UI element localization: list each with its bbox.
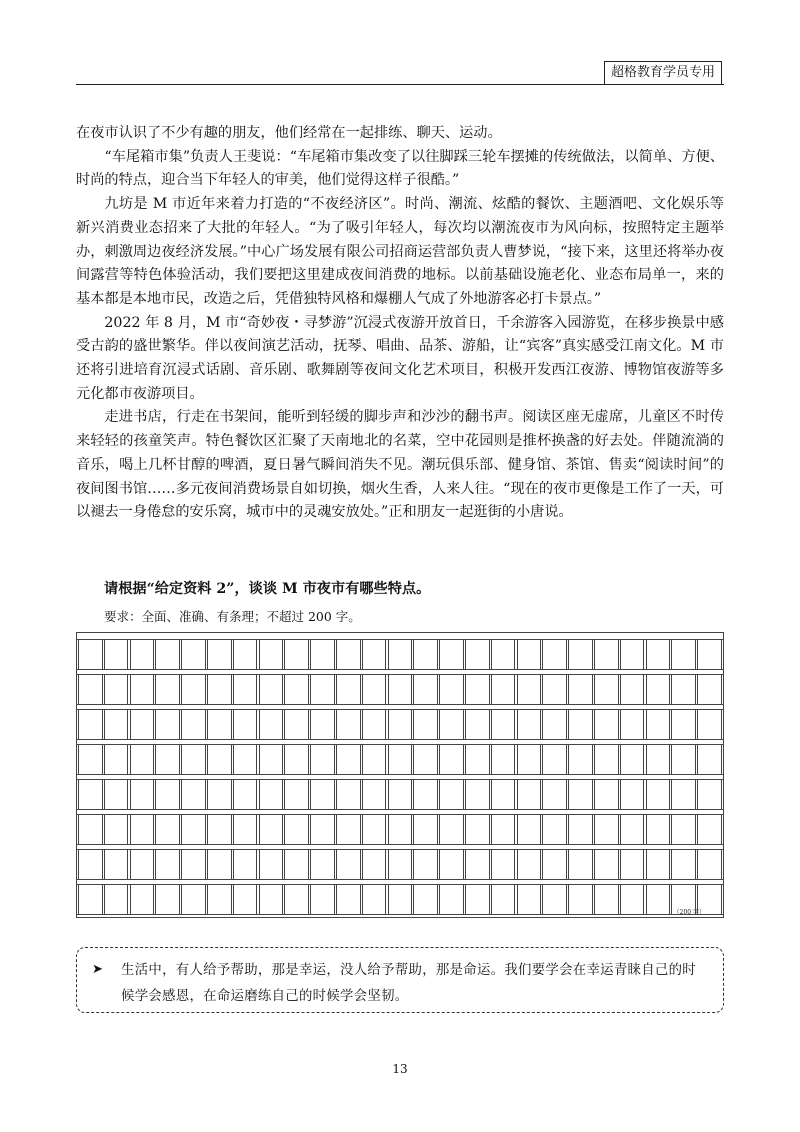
grid-cell[interactable] xyxy=(362,675,387,704)
grid-cell[interactable] xyxy=(284,815,309,844)
material-paragraph: 九坊是 M 市近年来着力打造的“不夜经济区”。时尚、潮流、炫酷的餐饮、主题酒吧、文化娱乐等新兴消费业态招来了大批的年轻人。“为了吸引年轻人，每次均以潮流夜市为风向标，按照特定主题举办，刺激周边夜经济发展。”中心广场发展有限公司招商运营部负责人曹梦说，“接下来，这里还将举办夜间露营等特色体验活动，我们要把这里建成夜间消费的地标。以前基础设施老化、业态布局单一，来的基本都是本地市民，改造之后，凭借独特风格和爆棚人气成了外地游客必打卡景点。” xyxy=(76,196,724,307)
grid-cell[interactable] xyxy=(155,850,180,879)
grid-cell[interactable] xyxy=(439,640,464,669)
grid-cell[interactable] xyxy=(362,885,387,914)
grid-cell[interactable] xyxy=(594,675,619,704)
grid-cell[interactable] xyxy=(362,640,387,669)
grid-cell[interactable] xyxy=(284,745,309,774)
grid-cell[interactable] xyxy=(491,780,516,809)
grid-cell[interactable] xyxy=(310,815,335,844)
grid-cell[interactable] xyxy=(620,850,645,879)
grid-cell[interactable] xyxy=(568,710,593,739)
grid-cell[interactable] xyxy=(697,640,722,669)
grid-cell[interactable] xyxy=(594,745,619,774)
grid-cell[interactable] xyxy=(413,745,438,774)
grid-cell[interactable] xyxy=(362,710,387,739)
grid-cell[interactable] xyxy=(259,710,284,739)
grid-cell[interactable] xyxy=(78,640,103,669)
grid-cell[interactable] xyxy=(413,850,438,879)
grid-cell[interactable] xyxy=(233,850,258,879)
grid-cell[interactable] xyxy=(104,640,129,669)
grid-cell[interactable] xyxy=(542,850,567,879)
grid-cell[interactable] xyxy=(542,675,567,704)
grid-cell[interactable] xyxy=(671,780,696,809)
grid-cell[interactable] xyxy=(207,815,232,844)
grid-cell[interactable] xyxy=(671,850,696,879)
grid-row xyxy=(77,709,723,740)
grid-cell[interactable] xyxy=(491,640,516,669)
grid-cell[interactable] xyxy=(259,640,284,669)
grid-cell[interactable] xyxy=(517,885,542,914)
grid-cell[interactable] xyxy=(104,675,129,704)
page-number: 13 xyxy=(392,1062,408,1076)
grid-cell[interactable] xyxy=(388,850,413,879)
grid-cell[interactable] xyxy=(542,780,567,809)
grid-cell[interactable] xyxy=(259,815,284,844)
grid-cell[interactable] xyxy=(78,850,103,879)
grid-cell[interactable] xyxy=(181,745,206,774)
grid-cell[interactable] xyxy=(697,850,722,879)
grid-cell[interactable] xyxy=(233,675,258,704)
grid-cell[interactable] xyxy=(465,850,490,879)
grid-cell[interactable] xyxy=(646,745,671,774)
grid-cell[interactable] xyxy=(130,640,155,669)
grid-cell[interactable] xyxy=(207,850,232,879)
grid-cell[interactable] xyxy=(362,780,387,809)
grid-cell[interactable] xyxy=(181,780,206,809)
question-requirement: 要求：全面、准确、有条理；不超过 200 字。 xyxy=(104,609,361,624)
grid-cell[interactable] xyxy=(646,885,671,914)
grid-cell[interactable] xyxy=(620,780,645,809)
grid-row xyxy=(77,779,723,810)
grid-cell[interactable] xyxy=(517,640,542,669)
grid-cell[interactable] xyxy=(413,815,438,844)
grid-cell[interactable] xyxy=(181,710,206,739)
grid-cell[interactable] xyxy=(284,675,309,704)
grid-cell[interactable] xyxy=(671,745,696,774)
grid-cell[interactable] xyxy=(491,815,516,844)
grid-cell[interactable] xyxy=(310,710,335,739)
grid-row xyxy=(77,639,723,670)
grid-cell[interactable] xyxy=(388,710,413,739)
grid-cell[interactable] xyxy=(517,815,542,844)
grid-cell[interactable] xyxy=(517,780,542,809)
grid-cell[interactable] xyxy=(155,710,180,739)
grid-cell[interactable] xyxy=(439,710,464,739)
grid-cell[interactable] xyxy=(310,780,335,809)
grid-cell[interactable] xyxy=(465,675,490,704)
grid-cell[interactable] xyxy=(310,675,335,704)
grid-cell[interactable] xyxy=(620,815,645,844)
question-prompt: 请根据“给定资料 2”，谈谈 M 市夜市有哪些特点。 xyxy=(104,581,431,597)
grid-cell[interactable] xyxy=(310,745,335,774)
grid-cell[interactable] xyxy=(388,745,413,774)
grid-cell[interactable] xyxy=(310,850,335,879)
grid-cell[interactable] xyxy=(284,710,309,739)
grid-cell[interactable] xyxy=(620,745,645,774)
grid-cell[interactable] xyxy=(439,745,464,774)
material-paragraph: 2022 年 8 月，M 市“奇妙夜・寻梦游”沉浸式夜游开放首日，千余游客入园游览，在移步换景中感受古韵的盛世繁华。伴以夜间演艺活动，抚琴、唱曲、品茶、游船，让“宾客”真实感受江南文化。M 市还将引进培育沉浸式话剧、音乐剧、歌舞剧等夜间文化艺术项目，积极开发西江夜游、博物馆夜游等多元化都市夜游项目。 xyxy=(76,314,724,402)
grid-cell[interactable] xyxy=(336,745,361,774)
tip-text: 生活中，有人给予帮助，那是幸运，没人给予帮助，那是命运。我们要学会在幸运青睐自己的时候学会感恩，在命运磨练自己的时候学会坚韧。 xyxy=(121,963,697,1004)
grid-cell[interactable] xyxy=(594,640,619,669)
grid-cell[interactable] xyxy=(568,815,593,844)
grid-cell[interactable] xyxy=(568,640,593,669)
grid-cell[interactable] xyxy=(542,640,567,669)
grid-cell[interactable] xyxy=(362,745,387,774)
grid-cell[interactable] xyxy=(130,675,155,704)
grid-cell[interactable] xyxy=(336,815,361,844)
material-paragraph: “车尾箱市集”负责人王斐说：“车尾箱市集改变了以往脚踩三轮车摆摊的传统做法，以简单、方便、时尚的特点，迎合当下年轻人的审美，他们觉得这样子很酷。” xyxy=(76,148,724,189)
grid-cell[interactable] xyxy=(594,885,619,914)
grid-cell[interactable] xyxy=(78,885,103,914)
grid-cell[interactable] xyxy=(594,815,619,844)
grid-cell[interactable] xyxy=(697,745,722,774)
grid-cell[interactable] xyxy=(568,675,593,704)
grid-cell[interactable] xyxy=(465,745,490,774)
grid-cell[interactable] xyxy=(697,780,722,809)
grid-cell[interactable] xyxy=(336,780,361,809)
grid-cell[interactable] xyxy=(233,710,258,739)
tip-box xyxy=(76,947,724,1013)
grid-row xyxy=(77,884,723,915)
grid-cell[interactable] xyxy=(388,675,413,704)
grid-cell[interactable] xyxy=(542,885,567,914)
grid-cell[interactable] xyxy=(542,745,567,774)
grid-cell[interactable] xyxy=(465,640,490,669)
grid-cell[interactable] xyxy=(207,710,232,739)
grid-cell[interactable] xyxy=(78,745,103,774)
grid-cell[interactable] xyxy=(233,815,258,844)
grid-cell[interactable] xyxy=(465,885,490,914)
grid-cell[interactable] xyxy=(233,640,258,669)
grid-cell[interactable] xyxy=(130,815,155,844)
grid-cell[interactable] xyxy=(671,675,696,704)
grid-cell[interactable] xyxy=(155,675,180,704)
grid-cell[interactable] xyxy=(130,850,155,879)
grid-cell[interactable] xyxy=(362,815,387,844)
grid-cell[interactable] xyxy=(620,710,645,739)
grid-cell[interactable] xyxy=(413,640,438,669)
grid-cell[interactable] xyxy=(104,885,129,914)
grid-cell[interactable] xyxy=(646,710,671,739)
grid-cell[interactable] xyxy=(439,850,464,879)
grid-cell[interactable] xyxy=(181,850,206,879)
grid-cell[interactable] xyxy=(568,885,593,914)
grid-cell[interactable] xyxy=(207,885,232,914)
grid-cell[interactable] xyxy=(646,780,671,809)
grid-cell[interactable] xyxy=(155,885,180,914)
grid-cell[interactable] xyxy=(259,885,284,914)
grid-cell[interactable] xyxy=(439,780,464,809)
grid-cell[interactable] xyxy=(517,745,542,774)
material-paragraph: 在夜市认识了不少有趣的朋友，他们经常在一起排练、聊天、运动。 xyxy=(76,125,502,141)
grid-cell[interactable] xyxy=(155,815,180,844)
grid-cell[interactable] xyxy=(671,815,696,844)
grid-cell[interactable] xyxy=(181,885,206,914)
grid-cell[interactable] xyxy=(259,745,284,774)
grid-cell[interactable] xyxy=(181,815,206,844)
grid-cell[interactable] xyxy=(284,640,309,669)
grid-cell[interactable] xyxy=(130,885,155,914)
grid-cell[interactable] xyxy=(439,885,464,914)
grid-cell[interactable] xyxy=(233,885,258,914)
grid-cell[interactable] xyxy=(568,745,593,774)
grid-cell[interactable] xyxy=(104,710,129,739)
grid-cell[interactable] xyxy=(646,640,671,669)
grid-cell[interactable] xyxy=(568,850,593,879)
grid-row xyxy=(77,744,723,775)
grid-cell[interactable] xyxy=(620,885,645,914)
grid-cell[interactable] xyxy=(671,710,696,739)
grid-cell[interactable] xyxy=(465,815,490,844)
grid-cell[interactable] xyxy=(517,710,542,739)
grid-cell[interactable] xyxy=(413,780,438,809)
grid-cell[interactable] xyxy=(233,780,258,809)
grid-cell[interactable] xyxy=(233,745,258,774)
material-paragraph: 走进书店，行走在书架间，能听到轻缓的脚步声和沙沙的翻书声。阅读区座无虚席，儿童区不时传来轻轻的孩童笑声。特色餐饮区汇聚了天南地北的名菜，空中花园则是推杯换盏的好去处。伴随流淌的音乐，喝上几杯甘醇的啤酒，夏日暑气瞬间消失不见。潮玩俱乐部、健身馆、茶馆、售卖“阅读时间”的夜间图书馆……多元夜间消费场景自如切换，烟火生香，人来人往。“现在的夜市更像是工作了一天，可以褪去一身倦怠的安乐窝，城市中的灵魂安放处。”正和朋友一起逛街的小唐说。 xyxy=(76,409,724,521)
word-count-label: （200 字） xyxy=(673,909,705,916)
grid-cell[interactable] xyxy=(388,640,413,669)
header-tag: 超格教育学员专用 xyxy=(604,61,722,85)
grid-cell[interactable] xyxy=(671,640,696,669)
grid-cell[interactable] xyxy=(594,780,619,809)
grid-cell[interactable] xyxy=(439,815,464,844)
grid-cell[interactable] xyxy=(155,745,180,774)
grid-cell[interactable] xyxy=(388,780,413,809)
grid-cell[interactable] xyxy=(336,675,361,704)
grid-cell[interactable] xyxy=(130,780,155,809)
grid-cell[interactable] xyxy=(491,850,516,879)
grid-row xyxy=(77,849,723,880)
grid-cell[interactable] xyxy=(620,675,645,704)
grid-cell[interactable] xyxy=(388,815,413,844)
grid-cell[interactable] xyxy=(284,885,309,914)
grid-cell[interactable] xyxy=(491,710,516,739)
grid-cell[interactable] xyxy=(568,780,593,809)
grid-cell[interactable] xyxy=(104,745,129,774)
grid-cell[interactable] xyxy=(155,780,180,809)
answer-grid[interactable] xyxy=(76,632,724,918)
grid-cell[interactable] xyxy=(336,640,361,669)
grid-cell[interactable] xyxy=(413,885,438,914)
grid-cell[interactable] xyxy=(646,675,671,704)
grid-cell[interactable] xyxy=(362,850,387,879)
grid-cell[interactable] xyxy=(78,675,103,704)
grid-cell[interactable] xyxy=(104,815,129,844)
grid-cell[interactable] xyxy=(517,850,542,879)
grid-cell[interactable] xyxy=(646,815,671,844)
grid-cell[interactable] xyxy=(671,885,696,914)
grid-cell[interactable] xyxy=(78,815,103,844)
grid-cell[interactable] xyxy=(697,710,722,739)
grid-cell[interactable] xyxy=(336,885,361,914)
grid-cell[interactable] xyxy=(336,850,361,879)
grid-cell[interactable] xyxy=(517,675,542,704)
grid-cell[interactable] xyxy=(491,885,516,914)
grid-cell[interactable] xyxy=(207,675,232,704)
grid-cell[interactable] xyxy=(465,710,490,739)
header-rule xyxy=(76,84,724,85)
grid-cell[interactable] xyxy=(130,745,155,774)
grid-cell[interactable] xyxy=(284,850,309,879)
grid-cell[interactable] xyxy=(259,850,284,879)
grid-cell[interactable] xyxy=(697,815,722,844)
grid-cell[interactable] xyxy=(439,675,464,704)
grid-cell[interactable] xyxy=(697,675,722,704)
grid-cell[interactable] xyxy=(130,710,155,739)
grid-cell[interactable] xyxy=(646,850,671,879)
grid-cell[interactable] xyxy=(310,885,335,914)
grid-cell[interactable] xyxy=(465,780,490,809)
grid-cell[interactable] xyxy=(594,850,619,879)
grid-cell[interactable] xyxy=(104,850,129,879)
grid-cell[interactable] xyxy=(413,710,438,739)
grid-cell[interactable] xyxy=(336,710,361,739)
grid-cell[interactable] xyxy=(78,710,103,739)
grid-row xyxy=(77,674,723,705)
grid-cell[interactable] xyxy=(207,640,232,669)
grid-cell[interactable] xyxy=(104,780,129,809)
grid-cell[interactable] xyxy=(310,640,335,669)
grid-cell[interactable] xyxy=(78,780,103,809)
grid-cell[interactable] xyxy=(284,780,309,809)
grid-cell[interactable] xyxy=(259,780,284,809)
grid-cell[interactable] xyxy=(207,780,232,809)
grid-cell[interactable] xyxy=(594,710,619,739)
grid-cell[interactable] xyxy=(491,675,516,704)
grid-cell[interactable] xyxy=(697,885,722,914)
grid-cell[interactable] xyxy=(259,675,284,704)
grid-cell[interactable] xyxy=(542,815,567,844)
grid-cell[interactable] xyxy=(207,745,232,774)
grid-cell[interactable] xyxy=(181,640,206,669)
grid-cell[interactable] xyxy=(155,640,180,669)
material-text xyxy=(76,122,724,525)
grid-cell[interactable] xyxy=(491,745,516,774)
grid-cell[interactable] xyxy=(542,710,567,739)
grid-cell[interactable] xyxy=(388,885,413,914)
grid-cell[interactable] xyxy=(413,675,438,704)
arrow-bullet-icon: ➤ xyxy=(92,962,103,977)
grid-cell[interactable] xyxy=(181,675,206,704)
grid-row xyxy=(77,814,723,845)
grid-cell[interactable] xyxy=(620,640,645,669)
